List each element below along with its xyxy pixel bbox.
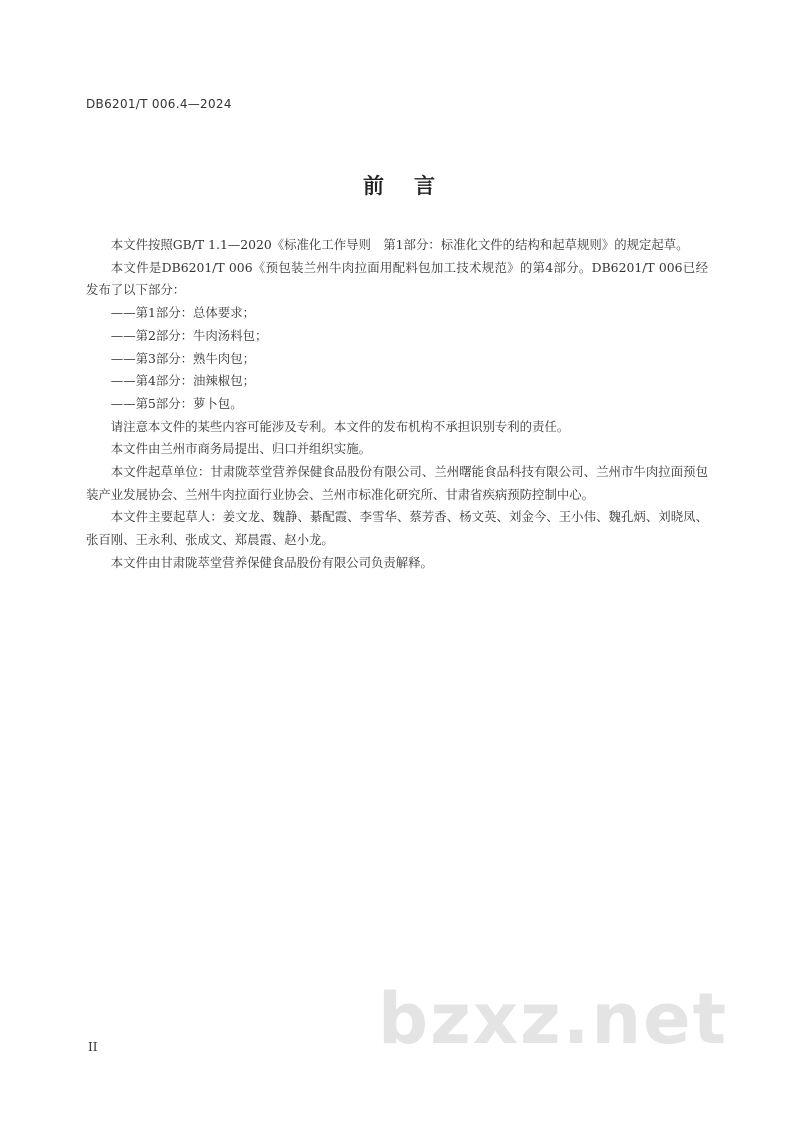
paragraph-interpretation: 本文件由甘肃陇萃堂营养保健食品股份有限公司负责解释。 [110,554,433,570]
watermark: bzxz.net [378,978,729,1060]
list-item-part-3: ——第3部分：熟牛肉包； [110,350,255,366]
title-char-2: 言 [414,174,437,198]
paragraph-proposer: 本文件由兰州市商务局提出、归口并组织实施。 [110,441,371,457]
paragraph-series-intro: 本文件是DB6201/T 006《预包装兰州牛肉拉面用配料包加工技术规范》的第4部分。DB6201/T 006已经发布了以下部分： [86,259,708,298]
page-title [0,170,800,200]
title-char-1: 前 [363,174,386,198]
list-item-part-1: ——第1部分：总体要求； [110,305,255,321]
document-code: DB6201/T 006.4—2024 [86,97,232,111]
list-item-part-5: ——第5部分：萝卜包。 [110,395,243,411]
list-item-part-4: ——第4部分：油辣椒包； [110,373,255,389]
paragraph-drafters: 本文件主要起草人：姜文龙、魏静、綦配霞、李雪华、蔡芳香、杨文英、刘金今、王小伟、魏孔炳、刘晓凤、张百刚、王永利、张成文、郑晨霞、赵小龙。 [86,509,708,548]
paragraph-drafting-rules: 本文件按照GB/T 1.1—2020《标准化工作导则 第1部分：标准化文件的结构和起草规则》的规定起草。 [110,237,689,252]
foreword-body [86,234,708,575]
paragraph-patent-notice: 请注意本文件的某些内容可能涉及专利。本文件的发布机构不承担识别专利的责任。 [110,418,570,434]
page-number: II [88,1040,98,1054]
paragraph-drafting-units: 本文件起草单位：甘肃陇萃堂营养保健食品股份有限公司、兰州曙能食品科技有限公司、兰州市牛肉拉面预包装产业发展协会、兰州牛肉拉面行业协会、兰州市标准化研究所、甘肃省疾病预防控制中心。 [86,464,708,502]
list-item-part-2: ——第2部分：牛肉汤料包； [110,327,268,343]
